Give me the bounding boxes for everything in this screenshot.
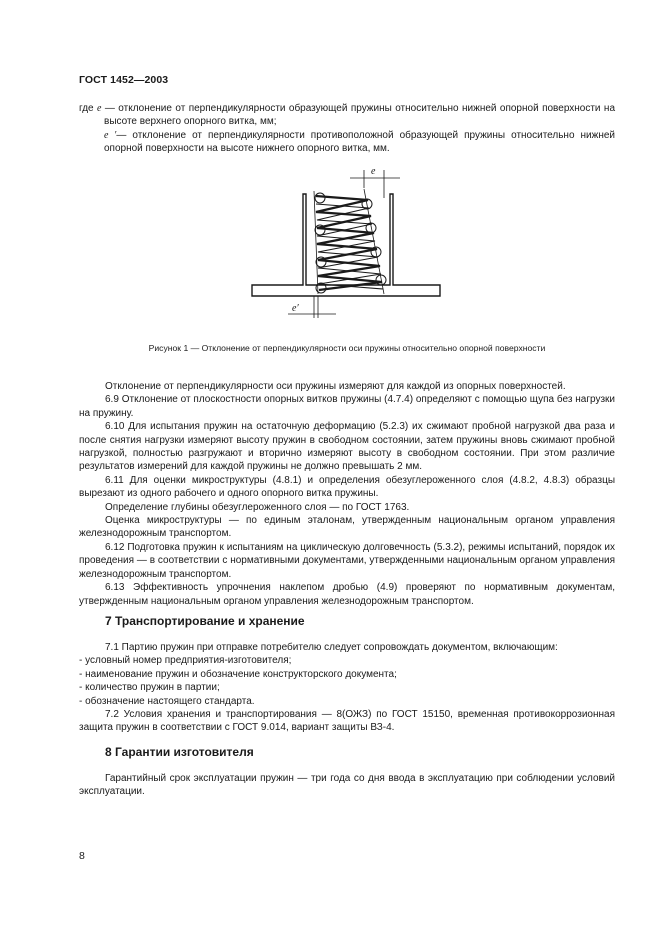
paragraph: 6.13 Эффективность упрочнения наклепом дробью (4.9) проверяют по нормативным документам, утвержденным национальным органом управления железнодорожным транспортом. (79, 582, 615, 607)
section-8-text (79, 772, 615, 799)
paragraph: Гарантийный срок эксплуатации пружин — три года со дня ввода в эксплуатацию при соблюдении условий эксплуатации. (79, 773, 615, 798)
spring-figure (240, 158, 450, 318)
paragraph: 7.1 Партию пружин при отправке потребителю следует сопровождать документом, включающим: (105, 642, 558, 653)
section-7-text (79, 641, 615, 735)
list-item: - обозначение настоящего стандарта. (79, 695, 255, 707)
paragraph: Отклонение от перпендикулярности оси пружины измеряют для каждой из опорных поверхностей. (105, 381, 566, 392)
document-header: ГОСТ 1452—2003 (79, 74, 169, 86)
paragraph: 6.12 Подготовка пружин к испытаниям на циклическую долговечность (5.3.2), режимы испытаний, порядок их проведения — в соответствии с нормативными документами, утвержденными национальным органом управления железнодорожным транспортом. (79, 541, 615, 580)
section-heading: 7 Транспортирование и хранение (105, 614, 305, 628)
figure-caption: Рисунок 1 — Отклонение от перпендикулярности оси пружины относительно опорной поверхности (148, 343, 546, 353)
page-number: 8 (79, 850, 85, 862)
definitions-block (79, 102, 615, 156)
list-item: - количество пружин в партии; (79, 682, 220, 694)
section-heading: 8 Гарантии изготовителя (105, 745, 254, 759)
paragraph: 6.11 Для оценки микроструктуры (4.8.1) и определения обезуглероженного слоя (4.8.2, 4.8.3) образцы вырезают из одного рабочего и одного опорного витка пружины. (79, 474, 615, 500)
definition-e: где e — отклонение от перпендикулярности образующей пружины относительно нижней опорной поверхности на высоте верхнего опорного витка, мм; (79, 103, 616, 128)
spring-outline-left (314, 191, 318, 294)
paragraph: 6.9 Отклонение от плоскостности опорных витков пружины (4.7.4) определяют с помощью щупа без нагрузки на пружину. (79, 394, 615, 419)
paragraph: Определение глубины обезуглероженного слоя — по ГОСТ 1763. (105, 501, 410, 513)
paragraph: Оценка микроструктуры — по единым эталонам, утвержденным национальным органом управления железнодорожным транспортом. (79, 515, 615, 540)
paragraph: 6.10 Для испытания пружин на остаточную деформацию (5.2.3) их сжимают пробной нагрузкой два раза и после снятия нагрузки измеряют высоту пружин в свободном состоянии, затем пружины вновь сжимают пробной нагрузкой, полностью разгружают и вторично измеряют высоту в свободном состоянии. При этом различие результатов измерений для каждой пружины не должно превышать 2 мм. (79, 421, 615, 473)
body-text (79, 380, 615, 608)
support-plate (252, 194, 440, 296)
paragraph: 7.2 Условия хранения и транспортирования — 8(ОЖЗ) по ГОСТ 15150, временная противокоррозионная защита пружин в соответствии с ГОСТ 9.014, вариант защиты ВЗ-4. (79, 709, 615, 734)
definition-e-prime: e ′— отклонение от перпендикулярности противоположной образующей пружины относительно нижней опорной поверхности на высоте нижнего опорного витка, мм. (104, 129, 615, 155)
list-item: - условный номер предприятия-изготовителя; (79, 655, 292, 667)
list-item: - наименование пружин и обозначение конструкторского документа; (79, 668, 397, 680)
label-e-prime: e′ (292, 303, 299, 314)
label-e: e (371, 166, 376, 177)
